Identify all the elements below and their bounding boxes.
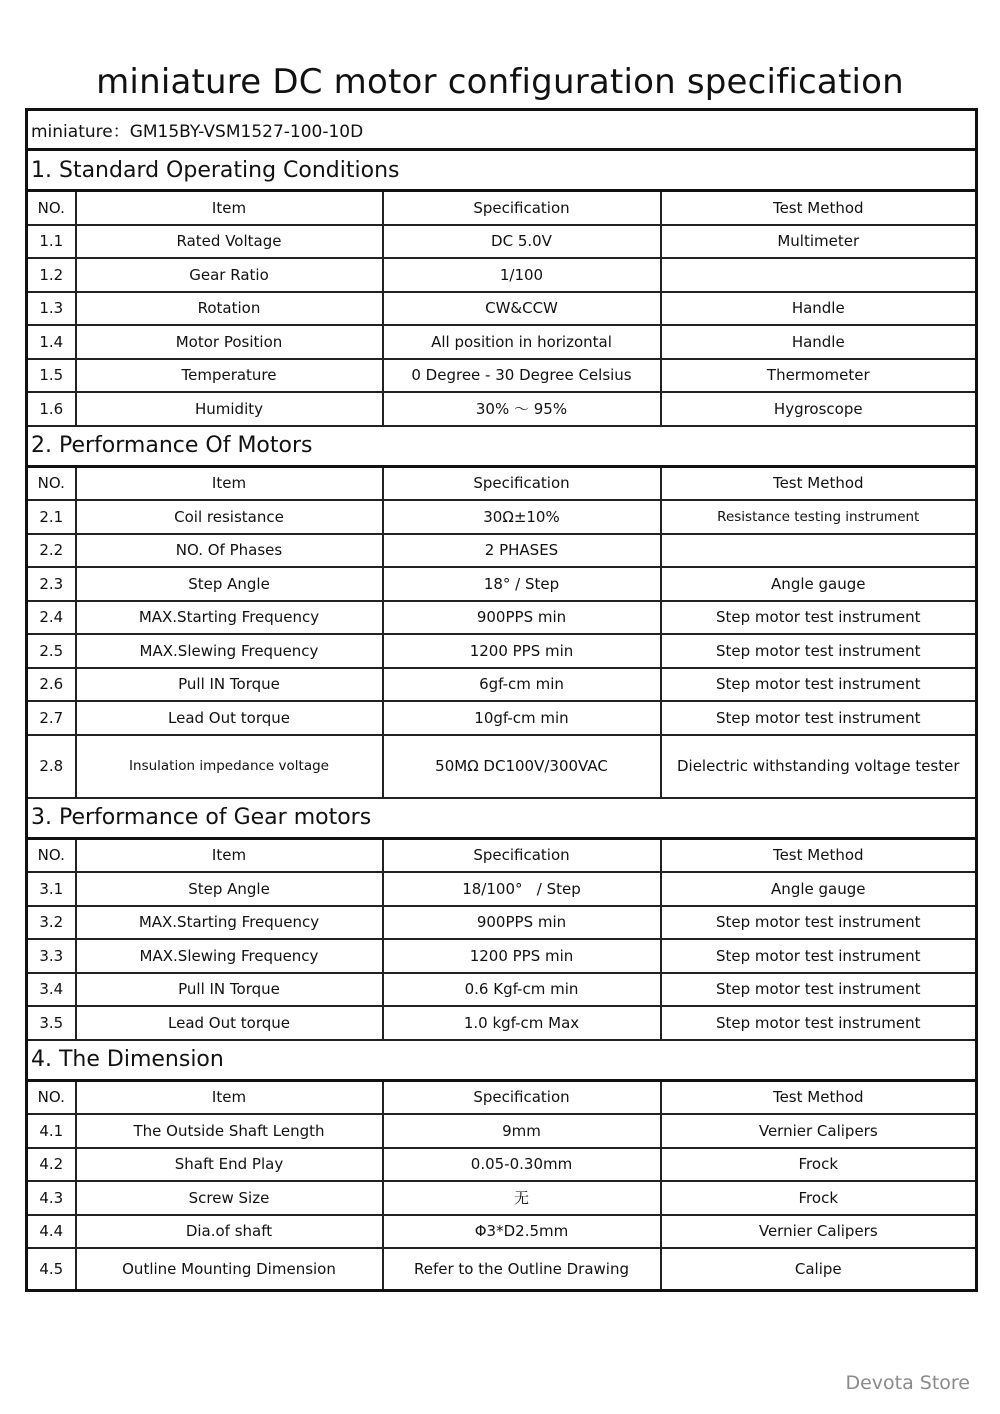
row-spec: 1/100 — [383, 258, 661, 292]
row-item: MAX.Starting Frequency — [76, 601, 383, 635]
table-row — [27, 392, 977, 426]
header-no: NO. — [27, 838, 76, 872]
row-item: Temperature — [76, 359, 383, 393]
column-header-row — [27, 466, 977, 500]
row-spec: 2 PHASES — [383, 534, 661, 568]
header-spec: Specification — [383, 838, 661, 872]
row-spec: 30Ω±10% — [383, 500, 661, 534]
table-row — [27, 701, 977, 735]
table-row — [27, 292, 977, 326]
column-header-row — [27, 1080, 977, 1114]
section-header — [27, 798, 977, 839]
header-item: Item — [76, 466, 383, 500]
row-method: Thermometer — [661, 359, 977, 393]
row-item: Dia.of shaft — [76, 1215, 383, 1249]
row-item: Insulation impedance voltage — [76, 735, 383, 798]
model-row — [27, 110, 977, 150]
row-spec: 18° / Step — [383, 567, 661, 601]
store-watermark: Devota Store — [845, 1372, 970, 1394]
row-item: Pull IN Torque — [76, 668, 383, 702]
row-method: Handle — [661, 325, 977, 359]
row-item: Outline Mounting Dimension — [76, 1248, 383, 1291]
table-row — [27, 1248, 977, 1291]
row-item: Step Angle — [76, 872, 383, 906]
table-row — [27, 939, 977, 973]
row-spec: 无 — [383, 1181, 661, 1215]
header-spec: Specification — [383, 1080, 661, 1114]
row-no: 2.7 — [27, 701, 76, 735]
header-spec: Specification — [383, 191, 661, 225]
row-method: Resistance testing instrument — [661, 500, 977, 534]
row-no: 3.5 — [27, 1006, 76, 1040]
row-spec: Φ3*D2.5mm — [383, 1215, 661, 1249]
row-method: Step motor test instrument — [661, 939, 977, 973]
table-row — [27, 534, 977, 568]
model-line: miniature：GM15BY-VSM1527-100-10D — [27, 110, 977, 150]
row-spec: 9mm — [383, 1114, 661, 1148]
row-item: MAX.Slewing Frequency — [76, 634, 383, 668]
row-no: 2.4 — [27, 601, 76, 635]
row-item: Gear Ratio — [76, 258, 383, 292]
row-method — [661, 258, 977, 292]
row-spec: 0 Degree - 30 Degree Celsius — [383, 359, 661, 393]
row-spec: 1200 PPS min — [383, 939, 661, 973]
row-method: Frock — [661, 1181, 977, 1215]
row-method: Angle gauge — [661, 567, 977, 601]
table-row — [27, 1181, 977, 1215]
row-item: MAX.Slewing Frequency — [76, 939, 383, 973]
row-spec: CW&CCW — [383, 292, 661, 326]
row-no: 2.2 — [27, 534, 76, 568]
row-method: Step motor test instrument — [661, 1006, 977, 1040]
row-item: Coil resistance — [76, 500, 383, 534]
row-method: Vernier Calipers — [661, 1215, 977, 1249]
row-no: 1.4 — [27, 325, 76, 359]
row-method: Step motor test instrument — [661, 973, 977, 1007]
row-spec: 30% ～ 95% — [383, 392, 661, 426]
row-method: Multimeter — [661, 225, 977, 259]
row-method — [661, 534, 977, 568]
row-method: Step motor test instrument — [661, 668, 977, 702]
row-item: Rotation — [76, 292, 383, 326]
row-method: Vernier Calipers — [661, 1114, 977, 1148]
row-no: 4.2 — [27, 1148, 76, 1182]
row-spec: 0.6 Kgf-cm min — [383, 973, 661, 1007]
row-item: Motor Position — [76, 325, 383, 359]
header-method: Test Method — [661, 466, 977, 500]
row-spec: All position in horizontal — [383, 325, 661, 359]
row-item: Screw Size — [76, 1181, 383, 1215]
row-method: Frock — [661, 1148, 977, 1182]
row-no: 2.3 — [27, 567, 76, 601]
row-method: Step motor test instrument — [661, 906, 977, 940]
row-spec: 50MΩ DC100V/300VAC — [383, 735, 661, 798]
row-method: Step motor test instrument — [661, 601, 977, 635]
row-item: Pull IN Torque — [76, 973, 383, 1007]
header-no: NO. — [27, 191, 76, 225]
row-no: 2.5 — [27, 634, 76, 668]
row-item: Rated Voltage — [76, 225, 383, 259]
row-no: 3.2 — [27, 906, 76, 940]
table-row — [27, 1006, 977, 1040]
spec-table — [25, 108, 978, 1292]
row-no: 1.5 — [27, 359, 76, 393]
row-method: Step motor test instrument — [661, 634, 977, 668]
row-method: Step motor test instrument — [661, 701, 977, 735]
row-spec: 900PPS min — [383, 906, 661, 940]
row-method: Calipe — [661, 1248, 977, 1291]
table-row — [27, 258, 977, 292]
row-spec: 10gf-cm min — [383, 701, 661, 735]
row-no: 3.1 — [27, 872, 76, 906]
row-item: The Outside Shaft Length — [76, 1114, 383, 1148]
header-method: Test Method — [661, 191, 977, 225]
row-no: 4.4 — [27, 1215, 76, 1249]
table-row — [27, 500, 977, 534]
row-method: Dielectric withstanding voltage tester — [661, 735, 977, 798]
row-method: Hygroscope — [661, 392, 977, 426]
row-no: 1.1 — [27, 225, 76, 259]
row-item: Shaft End Play — [76, 1148, 383, 1182]
page-title: miniature DC motor configuration specification — [96, 62, 904, 102]
column-header-row — [27, 838, 977, 872]
section-header — [27, 1040, 977, 1081]
row-spec: DC 5.0V — [383, 225, 661, 259]
header-item: Item — [76, 1080, 383, 1114]
table-row — [27, 872, 977, 906]
header-no: NO. — [27, 466, 76, 500]
row-no: 1.2 — [27, 258, 76, 292]
row-item: Step Angle — [76, 567, 383, 601]
row-no: 1.3 — [27, 292, 76, 326]
header-spec: Specification — [383, 466, 661, 500]
table-row — [27, 906, 977, 940]
row-method: Handle — [661, 292, 977, 326]
row-spec: Refer to the Outline Drawing — [383, 1248, 661, 1291]
row-no: 3.4 — [27, 973, 76, 1007]
row-item: NO. Of Phases — [76, 534, 383, 568]
row-no: 2.1 — [27, 500, 76, 534]
table-row — [27, 973, 977, 1007]
row-no: 4.5 — [27, 1248, 76, 1291]
header-no: NO. — [27, 1080, 76, 1114]
row-spec: 6gf-cm min — [383, 668, 661, 702]
column-header-row — [27, 191, 977, 225]
row-item: Lead Out torque — [76, 1006, 383, 1040]
row-no: 2.6 — [27, 668, 76, 702]
section-header — [27, 426, 977, 467]
row-item: MAX.Starting Frequency — [76, 906, 383, 940]
table-row — [27, 1114, 977, 1148]
table-row — [27, 601, 977, 635]
table-row — [27, 359, 977, 393]
table-row — [27, 325, 977, 359]
row-item: Humidity — [76, 392, 383, 426]
table-row — [27, 1215, 977, 1249]
section-title: 4. The Dimension — [27, 1040, 977, 1081]
table-row — [27, 1148, 977, 1182]
row-no: 4.3 — [27, 1181, 76, 1215]
header-method: Test Method — [661, 1080, 977, 1114]
section-title: 1. Standard Operating Conditions — [27, 150, 977, 191]
row-no: 3.3 — [27, 939, 76, 973]
row-spec: 18/100° / Step — [383, 872, 661, 906]
row-no: 2.8 — [27, 735, 76, 798]
section-header — [27, 150, 977, 191]
row-method: Angle gauge — [661, 872, 977, 906]
table-row — [27, 668, 977, 702]
row-no: 1.6 — [27, 392, 76, 426]
row-spec: 0.05-0.30mm — [383, 1148, 661, 1182]
row-spec: 1200 PPS min — [383, 634, 661, 668]
header-method: Test Method — [661, 838, 977, 872]
row-item: Lead Out torque — [76, 701, 383, 735]
table-row — [27, 567, 977, 601]
row-spec: 900PPS min — [383, 601, 661, 635]
row-spec: 1.0 kgf-cm Max — [383, 1006, 661, 1040]
header-item: Item — [76, 191, 383, 225]
section-title: 2. Performance Of Motors — [27, 426, 977, 467]
table-row — [27, 634, 977, 668]
row-no: 4.1 — [27, 1114, 76, 1148]
section-title: 3. Performance of Gear motors — [27, 798, 977, 839]
table-row — [27, 225, 977, 259]
table-row — [27, 735, 977, 798]
header-item: Item — [76, 838, 383, 872]
